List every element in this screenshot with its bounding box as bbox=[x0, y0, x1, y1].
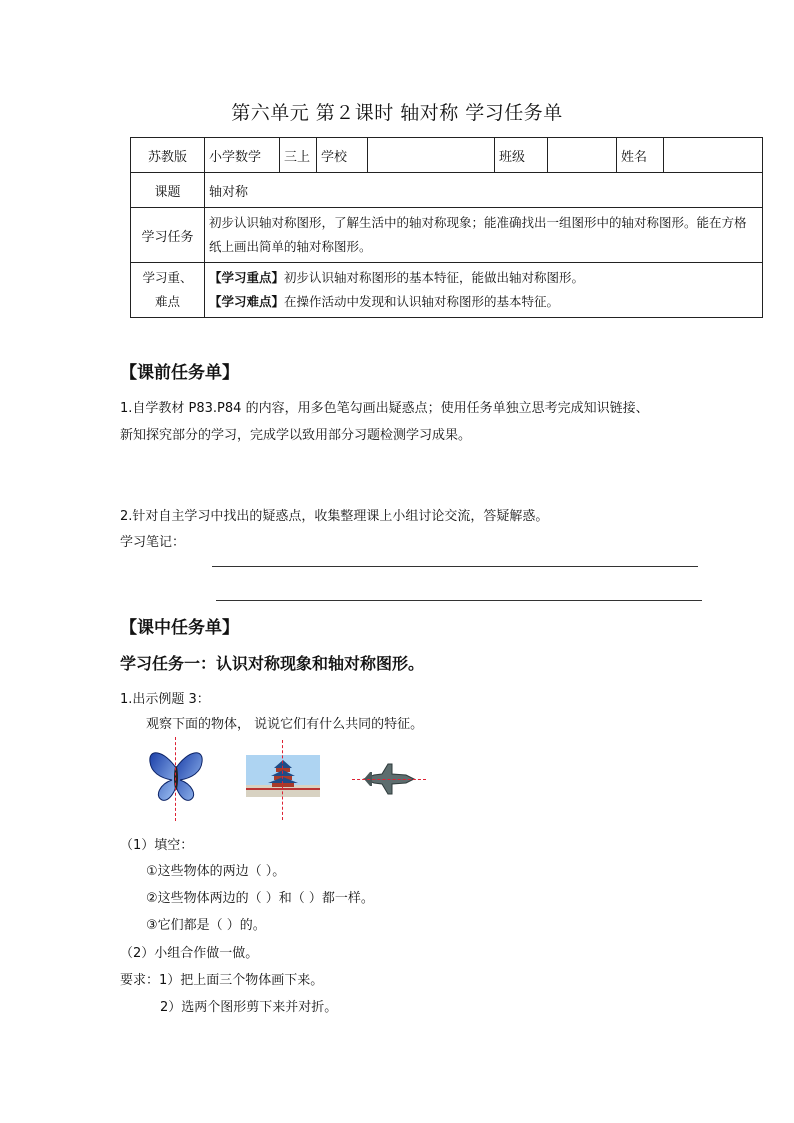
notes-label: 学习笔记： bbox=[120, 535, 186, 550]
key-point-tag: 【学习重点】 bbox=[209, 270, 285, 285]
key-diff-value bbox=[205, 263, 763, 318]
school-value-cell[interactable] bbox=[368, 138, 495, 173]
edition-cell: 苏教版 bbox=[131, 138, 205, 173]
example-label: 1.出示例题 3： bbox=[120, 692, 210, 707]
grade-cell: 三上 bbox=[280, 138, 317, 173]
fill-in-label: （1）填空： bbox=[120, 838, 194, 853]
symmetry-axis-line bbox=[282, 740, 283, 820]
question-1: ①这些物体的两边（ ）。 bbox=[146, 864, 286, 879]
name-value-cell[interactable] bbox=[664, 138, 763, 173]
in-class-heading: 【课中任务单】 bbox=[120, 618, 239, 638]
task-value: 初步认识轴对称图形，了解生活中的轴对称现象；能准确找出一组图形中的轴对称图形。能在方格纸上画出简单的轴对称图形。 bbox=[205, 208, 763, 263]
subject-cell: 小学数学 bbox=[205, 138, 280, 173]
table-row bbox=[131, 138, 763, 173]
info-table bbox=[130, 137, 763, 318]
key-diff-label-line2: 难点 bbox=[154, 294, 180, 309]
pre-item1-line1: 1.自学教材 P83.P84 的内容，用多色笔勾画出疑惑点；使用任务单独立思考完成知识链接、 bbox=[120, 401, 649, 416]
question-3: ③它们都是（ ）的。 bbox=[146, 918, 266, 933]
pre-class-heading: 【课前任务单】 bbox=[120, 363, 239, 383]
question-2: ②这些物体两边的（ ）和（ ）都一样。 bbox=[146, 891, 374, 906]
class-value-cell[interactable] bbox=[548, 138, 617, 173]
table-row bbox=[131, 208, 763, 263]
task-label: 学习任务 bbox=[131, 208, 205, 263]
symmetry-axis-line bbox=[175, 737, 176, 821]
topic-label: 课题 bbox=[131, 173, 205, 208]
requirement-2: 2）选两个图形剪下来并对折。 bbox=[160, 1000, 338, 1015]
pre-item1-line2: 新知探究部分的学习，完成学以致用部分习题检测学习成果。 bbox=[120, 428, 472, 443]
notes-line[interactable] bbox=[216, 600, 702, 601]
key-diff-label bbox=[131, 263, 205, 318]
topic-value: 轴对称 bbox=[205, 173, 763, 208]
butterfly-icon bbox=[146, 740, 206, 820]
key-diff-label-line1: 学习重、 bbox=[142, 270, 193, 285]
requirement-1: 要求：1）把上面三个物体画下来。 bbox=[120, 973, 324, 988]
difficulty-text: 在操作活动中发现和认识轴对称图形的基本特征。 bbox=[284, 294, 560, 309]
name-label-cell: 姓名 bbox=[617, 138, 664, 173]
pre-item2: 2.针对自主学习中找出的疑惑点，收集整理课上小组讨论交流，答疑解惑。 bbox=[120, 509, 549, 524]
table-row bbox=[131, 173, 763, 208]
school-label-cell: 学校 bbox=[317, 138, 368, 173]
difficulty-tag: 【学习难点】 bbox=[209, 294, 285, 309]
key-point-text: 初步认识轴对称图形的基本特征，能做出轴对称图形。 bbox=[284, 270, 585, 285]
notes-line[interactable] bbox=[212, 566, 698, 567]
temple-of-heaven-photo bbox=[246, 755, 320, 797]
page-title: 第六单元 第２课时 轴对称 学习任务单 bbox=[231, 102, 563, 124]
task1-heading: 学习任务一：认识对称现象和轴对称图形。 bbox=[120, 654, 425, 673]
class-label-cell: 班级 bbox=[495, 138, 548, 173]
group-activity: （2）小组合作做一做。 bbox=[120, 946, 259, 961]
observe-instruction: 观察下面的物体， 说说它们有什么共同的特征。 bbox=[146, 717, 424, 732]
table-row bbox=[131, 263, 763, 318]
symmetry-axis-line bbox=[352, 779, 426, 780]
